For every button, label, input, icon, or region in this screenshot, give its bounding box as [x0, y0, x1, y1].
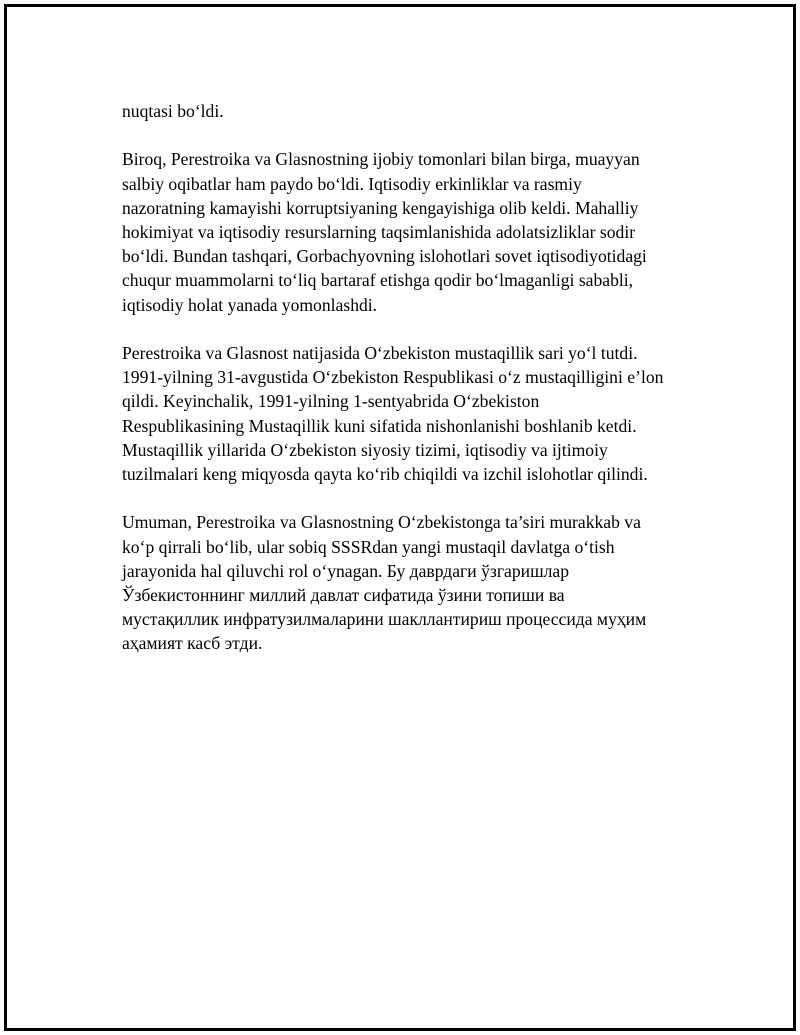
document-page	[4, 4, 796, 1031]
paragraph-conclusion: Umuman, Perestroika va Glasnostning O‘zbekistonga ta’siri murakkab va ko‘p qirrali bo‘lib, ular sobiq SSSRdan yangi mustaqil davlatga o‘tish jarayonida hal qiluvchi rol o‘ynagan. Бу даврдаги ўзгаришлар Ўзбекистоннинг миллий давлат сифатида ўзини топиши ва мустақиллик инфратузилмаларини шакллантириш процессида муҳим аҳамият касб этди.	[122, 512, 647, 654]
paragraph-independence: Perestroika va Glasnost natijasida O‘zbekiston mustaqillik sari yo‘l tutdi. 1991-yilning 31-avgustida O‘zbekiston Respublikasi o‘z mustaqilligini e’lon qildi. Keyinchalik, 1991-yilning 1-sentyabrida O‘zbekiston Respublikasining Mustaqillik kuni sifatida nishonlanishi boshlanib ketdi. Mustaqillik yillarida O‘zbekiston siyosiy tizimi, iqtisodiy va ijtimoiy tuzilmalari keng miqyosda qayta ko‘rib chiqildi va izchil islohotlar qilindi.	[122, 343, 664, 485]
document-body	[122, 99, 702, 680]
paragraph-continuation: nuqtasi bo‘ldi.	[122, 101, 224, 121]
paragraph-negative-consequences: Biroq, Perestroika va Glasnostning ijobiy tomonlari bilan birga, muayyan salbiy oqibatlar ham paydo bo‘ldi. Iqtisodiy erkinliklar va rasmiy nazoratning kamayishi korruptsiyaning kengayishiga olib keldi. Mahalliy hokimiyat va iqtisodiy resurslarning taqsimlanishida adolatsizliklar sodir bo‘ldi. Bundan tashqari, Gorbachyovning islohotlari sovet iqtisodiyotidagi chuqur muammolarni to‘liq bartaraf etishga qodir bo‘lmaganligi sababli, iqtisodiy holat yanada yomonlashdi.	[122, 149, 647, 315]
